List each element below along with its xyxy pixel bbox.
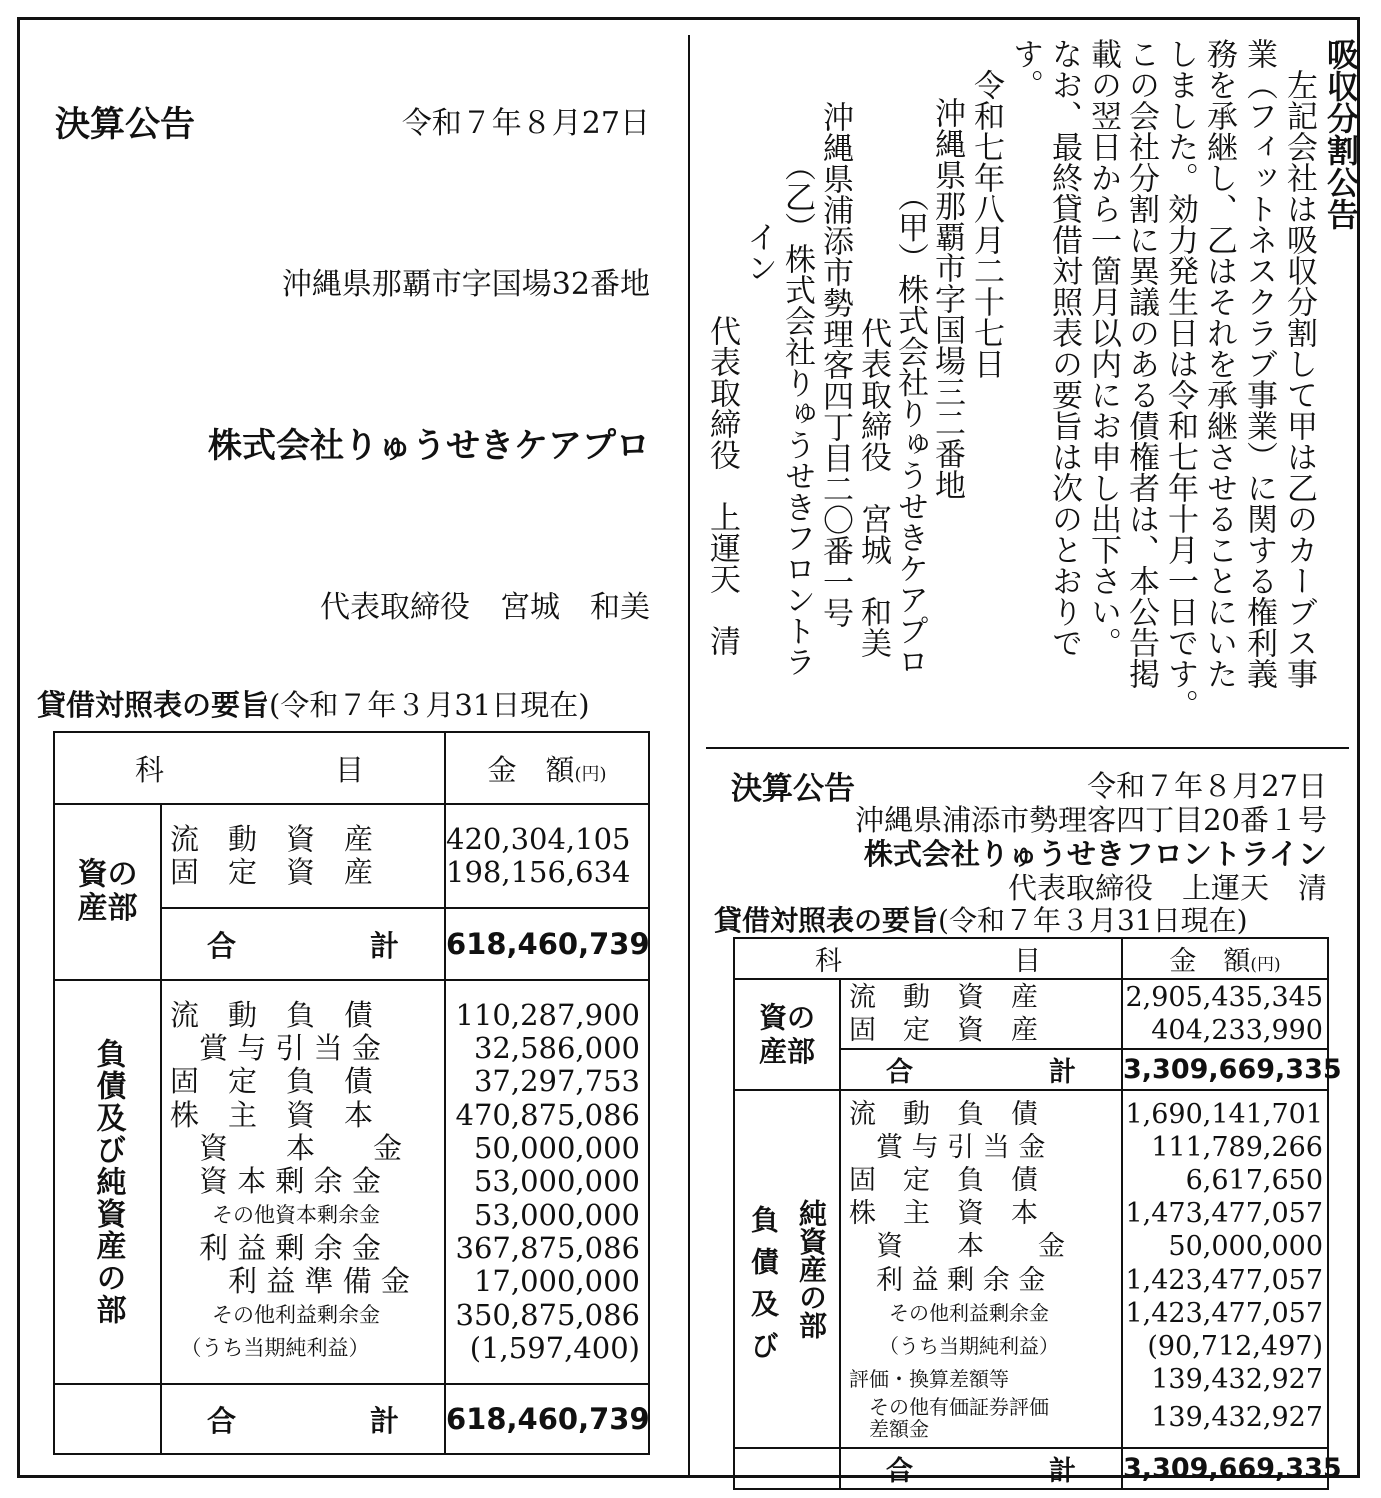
liab-value: (90,712,497) <box>1147 1331 1323 1362</box>
liab-value: 110,287,900 <box>455 997 640 1032</box>
amount-header-label: 金 額 <box>1169 946 1251 977</box>
liabilities-label-text: 負債及び純資産の部 <box>90 1038 126 1326</box>
liabilities-items <box>840 1090 1122 1448</box>
liab-value: 37,297,753 <box>473 1064 640 1099</box>
notice-body-3: 務を承継し、乙はそれを承継させることにいた <box>1201 38 1237 689</box>
notice-ko-rep: 代表取締役 宮城 和美 <box>855 162 891 658</box>
liab-item: 差額金 <box>849 1417 929 1442</box>
liab-item: 株 主 資 本 <box>849 1198 1038 1230</box>
assets-item: 流 動 資 産 <box>849 981 1038 1013</box>
liab-value: 367,875,086 <box>455 1230 640 1265</box>
assets-items <box>161 804 445 908</box>
assets-value: 2,905,435,345 <box>1125 981 1323 1013</box>
liab-item: 賞 与 引 当 金 <box>849 1131 1046 1163</box>
liab-value: 50,000,000 <box>473 1131 640 1166</box>
liabilities-label-col1: 純資産の部 <box>795 1199 828 1339</box>
liab-item: 固 定 負 債 <box>849 1164 1038 1196</box>
assets-total-label <box>161 908 445 980</box>
liab-item: 賞 与 引 当 金 <box>170 1031 381 1066</box>
empty-label-cell <box>54 1384 161 1454</box>
notice-otsu-company-cont: イン <box>741 128 777 283</box>
assets-item: 固 定 資 産 <box>170 855 374 889</box>
subject-header-2: 目 <box>334 752 364 787</box>
liabilities-label-col2: 負債及び <box>747 1205 780 1373</box>
liab-value: 53,000,000 <box>473 1164 640 1199</box>
assets-section-label <box>734 979 840 1090</box>
right-bs-date: (令和７年３月31日現在) <box>938 904 1248 937</box>
liabilities-values <box>445 980 649 1384</box>
left-company: 株式会社りゅうせきケアプロ <box>208 426 650 466</box>
notice-body-8: す。 <box>1007 38 1043 100</box>
total-label-2: 計 <box>1049 1456 1076 1487</box>
assets-total-value: 3,309,669,335 <box>1122 1049 1328 1090</box>
left-bs-title: 貸借対照表の要旨 <box>37 688 270 722</box>
column-divider <box>688 35 690 1475</box>
notice-body-1: 左記会社は吸収分割して甲は乙のカーブス事 <box>1281 38 1317 689</box>
notice-body-4: しました。効力発生日は令和七年十月一日です。 <box>1162 38 1198 720</box>
liab-value: 1,473,477,057 <box>1125 1198 1323 1230</box>
notice-otsu-rep: 代表取締役 上運天 清 <box>704 160 740 656</box>
assets-label-line1: 資の <box>758 1000 815 1034</box>
total-label-2: 計 <box>369 928 399 963</box>
liab-item: その他資本剰余金 <box>170 1202 380 1227</box>
notice-body-6: 載の翌日から一箇月以内にお申し出下さい。 <box>1085 38 1121 658</box>
assets-total-label <box>840 1049 1122 1090</box>
right-title: 決算公告 <box>731 771 855 807</box>
notice-body-7: なお、最終貸借対照表の要旨は次のとおりで <box>1046 38 1082 658</box>
liab-item: 利 益 準 備 金 <box>170 1264 410 1299</box>
empty-label-cell <box>734 1448 840 1489</box>
total-label-1: 合 <box>886 1057 913 1088</box>
liab-total-value: 618,460,739 <box>445 1384 649 1454</box>
left-address: 沖縄県那覇市字国場32番地 <box>281 267 650 302</box>
liab-item: 流 動 負 債 <box>170 997 374 1032</box>
assets-value: 198,156,634 <box>446 855 631 889</box>
liab-item: 利 益 剰 余 金 <box>849 1264 1046 1296</box>
liab-item: その他利益剰余金 <box>170 1302 380 1327</box>
assets-item: 流 動 資 産 <box>170 821 374 856</box>
liab-value: 1,690,141,701 <box>1125 1098 1323 1130</box>
notice-otsu-company: （乙）株式会社りゅうせきフロントラ <box>779 150 815 677</box>
subject-header <box>54 732 445 804</box>
assets-values <box>445 804 649 908</box>
left-bs-date: (令和７年３月31日現在) <box>269 688 590 722</box>
liabilities-section-label <box>734 1090 840 1448</box>
amount-header <box>445 732 649 804</box>
left-balance-sheet <box>53 731 650 1455</box>
liab-value: 1,423,477,057 <box>1125 1264 1323 1296</box>
liab-value: 6,617,650 <box>1185 1164 1323 1196</box>
total-label-1: 合 <box>207 928 237 963</box>
assets-total-value: 618,460,739 <box>445 908 649 980</box>
notice-ko-company: （甲）株式会社りゅうせきケアプロ <box>892 165 928 677</box>
liab-value: 139,432,927 <box>1151 1402 1323 1434</box>
liab-value: 17,000,000 <box>473 1264 640 1299</box>
assets-item: 固 定 資 産 <box>849 1015 1038 1046</box>
assets-label-line1: 資の <box>77 857 138 892</box>
section-divider <box>706 747 1349 749</box>
right-balance-sheet <box>733 937 1342 1490</box>
notice-ko-address: 沖縄県那覇市字国場三二番地 <box>929 66 965 500</box>
liab-item: 資 本 金 <box>170 1131 403 1166</box>
notice-body-5: この会社分割に異議のある債権者は、本公告掲 <box>1123 38 1159 689</box>
amount-unit: (円) <box>574 763 607 785</box>
liab-value: 139,432,927 <box>1151 1364 1323 1396</box>
liab-value: 470,875,086 <box>455 1097 640 1132</box>
subject-header-1: 科 <box>135 752 165 787</box>
subject-header <box>734 938 1122 979</box>
liab-item: 流 動 負 債 <box>849 1098 1038 1130</box>
amount-header-label: 金 額 <box>487 752 575 787</box>
left-title: 決算公告 <box>55 105 196 145</box>
assets-section-label <box>54 804 161 980</box>
liab-item: その他利益剰余金 <box>849 1300 1049 1325</box>
right-bs-title: 貸借対照表の要旨 <box>714 904 939 937</box>
liabilities-values <box>1122 1090 1328 1448</box>
notice-date: 令和七年八月二十七日 <box>968 38 1004 379</box>
notice-body-2: 業（フィットネスクラブ事業）に関する権利義 <box>1241 38 1277 689</box>
notice-otsu-address: 沖縄県浦添市勢理客四丁目二〇番一号 <box>817 70 853 628</box>
notice-title: 吸収分割公告 <box>1322 38 1360 230</box>
liab-total-label <box>840 1448 1122 1489</box>
liab-item: 資 本 剰 余 金 <box>170 1164 381 1199</box>
liab-value: 53,000,000 <box>473 1197 640 1232</box>
liab-item: 株 主 資 本 <box>170 1097 374 1132</box>
liab-item: その他有価証券評価 <box>849 1395 1049 1420</box>
liab-value: 32,586,000 <box>473 1031 640 1066</box>
liab-total-label <box>161 1384 445 1454</box>
assets-label-line2: 産部 <box>77 891 138 926</box>
assets-value: 420,304,105 <box>446 821 631 856</box>
left-date: 令和７年８月27日 <box>401 106 650 141</box>
total-label-1: 合 <box>207 1403 237 1438</box>
right-representative: 代表取締役 上運天 清 <box>1007 871 1327 905</box>
total-label-2: 計 <box>1049 1057 1076 1088</box>
liab-value: 111,789,266 <box>1151 1131 1323 1163</box>
liab-item: （うち当期純利益） <box>849 1334 1059 1358</box>
assets-label-line2: 産部 <box>758 1034 815 1068</box>
liab-value: 350,875,086 <box>455 1297 640 1332</box>
left-representative: 代表取締役 宮城 和美 <box>320 590 650 625</box>
total-label-2: 計 <box>369 1403 399 1438</box>
subject-header-2: 目 <box>1014 946 1041 977</box>
liab-value: (1,597,400) <box>469 1330 640 1365</box>
total-label-1: 合 <box>886 1456 913 1487</box>
liab-item: 評価・換算差額等 <box>849 1367 1009 1392</box>
liab-item: 固 定 負 債 <box>170 1064 374 1099</box>
liab-item: 資 本 金 <box>849 1231 1065 1263</box>
right-bs-heading <box>714 899 1248 939</box>
assets-value: 404,233,990 <box>1151 1015 1323 1046</box>
liab-total-value: 3,309,669,335 <box>1122 1448 1328 1489</box>
liabilities-items <box>161 980 445 1384</box>
liab-value: 1,423,477,057 <box>1125 1297 1323 1329</box>
assets-items <box>840 979 1122 1049</box>
right-date: 令和７年８月27日 <box>1087 769 1327 803</box>
liabilities-section-label <box>54 980 161 1384</box>
liab-item: （うち当期純利益） <box>170 1335 370 1360</box>
amount-header <box>1122 938 1328 979</box>
assets-values <box>1122 979 1328 1049</box>
liab-value: 50,000,000 <box>1168 1231 1323 1263</box>
subject-header-1: 科 <box>815 946 842 977</box>
amount-unit: (円) <box>1250 955 1281 975</box>
right-address: 沖縄県浦添市勢理客四丁目20番１号 <box>855 803 1327 837</box>
left-bs-heading <box>37 683 590 724</box>
liab-item: 利 益 剰 余 金 <box>170 1230 381 1265</box>
right-company: 株式会社りゅうせきフロントライン <box>863 837 1327 871</box>
